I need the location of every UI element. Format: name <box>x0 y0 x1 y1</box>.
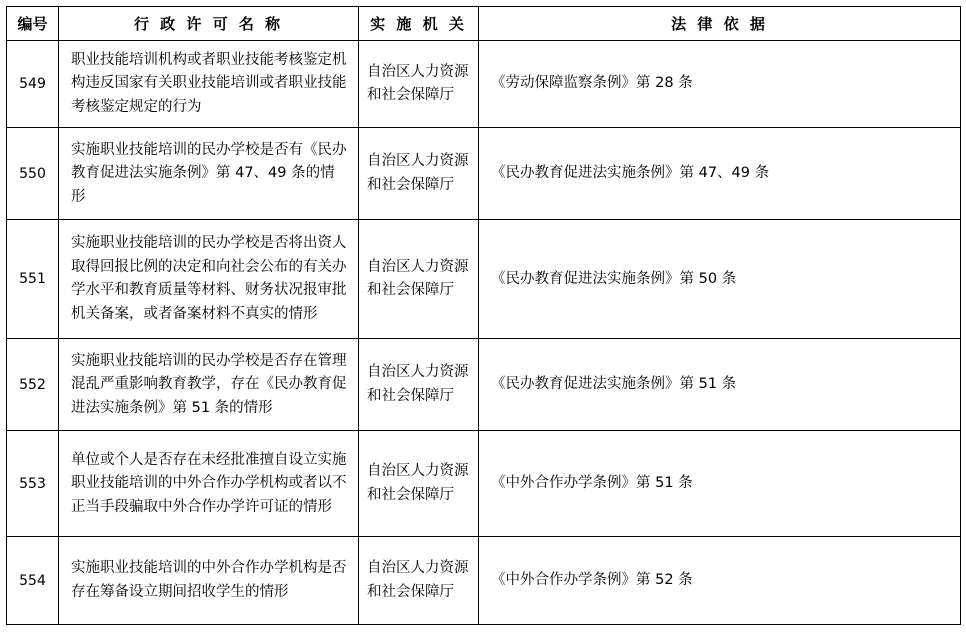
row-no: 554 <box>7 537 59 625</box>
row-no: 552 <box>7 339 59 431</box>
row-no: 551 <box>7 220 59 339</box>
table-row <box>7 339 961 431</box>
row-legal-basis: 《劳动保障监察条例》第 28 条 <box>479 41 961 128</box>
row-implementing-organ: 自治区人力资源和社会保障厅 <box>359 128 479 220</box>
table-row <box>7 220 961 339</box>
table-row <box>7 431 961 537</box>
column-header-law: 法 律 依 据 <box>479 7 961 41</box>
row-legal-basis: 《中外合作办学条例》第 52 条 <box>479 537 961 625</box>
row-legal-basis: 《民办教育促进法实施条例》第 50 条 <box>479 220 961 339</box>
table-body <box>7 41 961 625</box>
column-header-no: 编号 <box>7 7 59 41</box>
column-header-org: 实 施 机 关 <box>359 7 479 41</box>
row-implementing-organ: 自治区人力资源和社会保障厅 <box>359 537 479 625</box>
row-permission-name: 单位或个人是否存在未经批准擅自设立实施职业技能培训的中外合作办学机构或者以不正当手段骗取中外合作办学许可证的情形 <box>59 431 359 537</box>
row-permission-name: 职业技能培训机构或者职业技能考核鉴定机构违反国家有关职业技能培训或者职业技能考核鉴定规定的行为 <box>59 41 359 128</box>
row-no: 549 <box>7 41 59 128</box>
table-row <box>7 128 961 220</box>
table-row <box>7 41 961 128</box>
row-implementing-organ: 自治区人力资源和社会保障厅 <box>359 41 479 128</box>
row-no: 553 <box>7 431 59 537</box>
table-header <box>7 7 961 41</box>
column-header-name: 行 政 许 可 名 称 <box>59 7 359 41</box>
row-implementing-organ: 自治区人力资源和社会保障厅 <box>359 431 479 537</box>
table-header-row <box>7 7 961 41</box>
row-permission-name: 实施职业技能培训的民办学校是否将出资人取得回报比例的决定和向社会公布的有关办学水平和教育质量等材料、财务状况报审批机关备案，或者备案材料不真实的情形 <box>59 220 359 339</box>
row-permission-name: 实施职业技能培训的民办学校是否存在管理混乱严重影响教育教学，存在《民办教育促进法实施条例》第 51 条的情形 <box>59 339 359 431</box>
row-legal-basis: 《中外合作办学条例》第 51 条 <box>479 431 961 537</box>
row-legal-basis: 《民办教育促进法实施条例》第 47、49 条 <box>479 128 961 220</box>
row-permission-name: 实施职业技能培训的民办学校是否有《民办教育促进法实施条例》第 47、49 条的情形 <box>59 128 359 220</box>
administrative-permission-table <box>6 6 961 625</box>
document-page <box>0 6 966 642</box>
row-implementing-organ: 自治区人力资源和社会保障厅 <box>359 220 479 339</box>
row-legal-basis: 《民办教育促进法实施条例》第 51 条 <box>479 339 961 431</box>
row-no: 550 <box>7 128 59 220</box>
row-permission-name: 实施职业技能培训的中外合作办学机构是否存在筹备设立期间招收学生的情形 <box>59 537 359 625</box>
table-row <box>7 537 961 625</box>
row-implementing-organ: 自治区人力资源和社会保障厅 <box>359 339 479 431</box>
